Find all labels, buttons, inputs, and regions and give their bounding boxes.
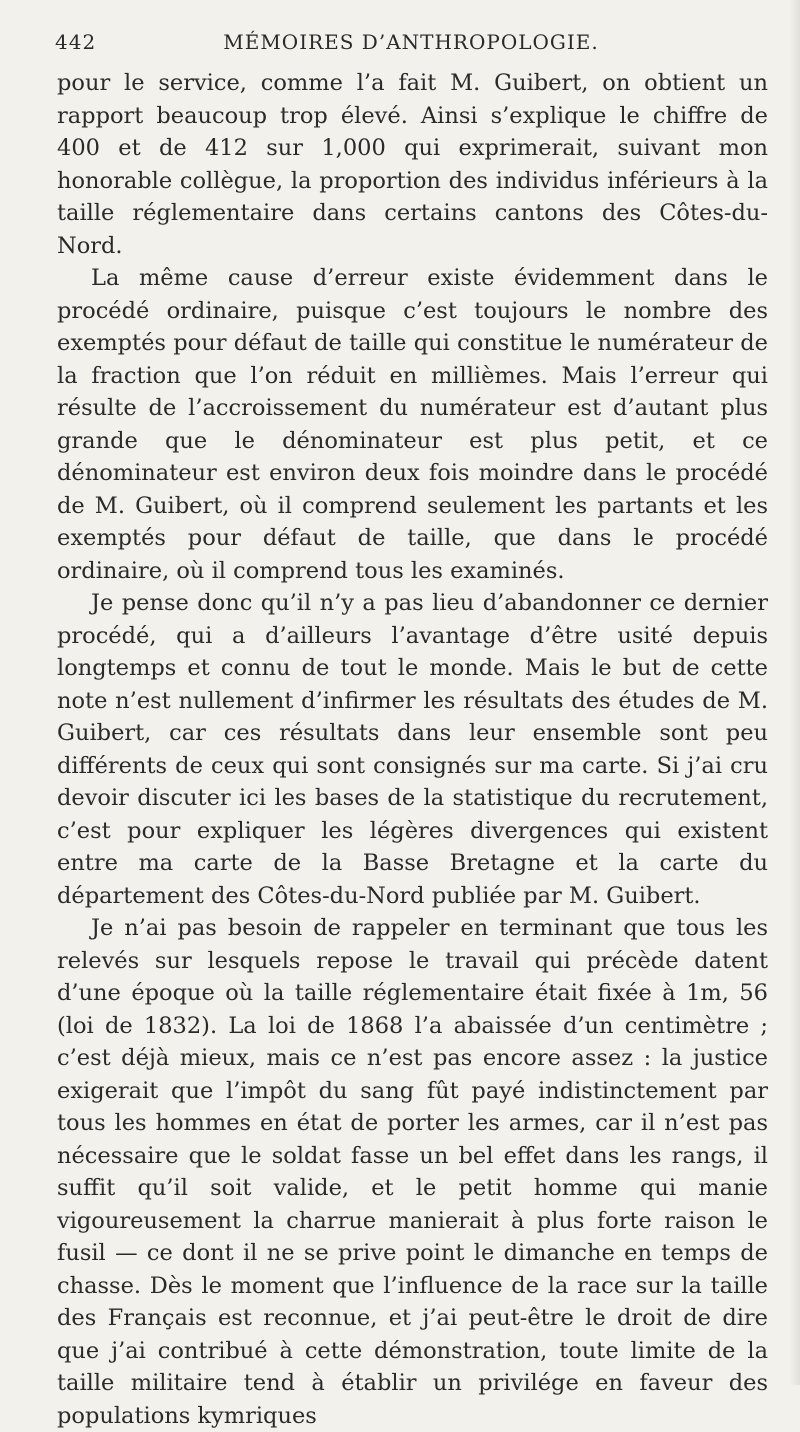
running-title: MÉMOIRES D’ANTHROPOLOGIE.	[223, 30, 599, 54]
paragraph-4: Je n’ai pas besoin de rappeler en terminant que tous les relevés sur lesquels repose le travail qui précède datent d’une époque où la taille réglementaire était fixée à 1m, 56 (loi de 1832). La loi de 1868 l’a abaissée d’un centimètre ; c’est déjà mieux, mais ce n’est pas encore assez : la justice exigerait que l’impôt du sang fût payé indistinctement par tous les hommes en état de porter les armes, car il n’est pas nécessaire que le soldat fasse un bel effet dans les rangs, il suffit qu’il soit valide, et le petit homme qui manie vigoureusement la charrue manierait à plus forte raison le fusil — ce dont il ne se prive point le dimanche en temps de chasse. Dès le moment que l’influence de la race sur la taille des Français est reconnue, et j’ai peut-être le droit de dire que j’ai contribué à cette démonstration, toute limite de la taille militaire tend à établir un privilége en faveur des populations kymriques	[57, 915, 768, 1429]
page-number: 442	[55, 30, 97, 54]
paragraph-1: pour le service, comme l’a fait M. Guibert, on obtient un rapport beaucoup trop élevé. Ainsi s’explique le chiffre de 400 et de 412 sur 1,000 qui exprimerait, suivant mon honorable collègue, la proportion des individus inférieurs à la taille réglementaire dans certains cantons des Côtes-du-Nord.	[57, 70, 768, 259]
running-head	[55, 30, 767, 64]
body-text	[57, 67, 768, 1432]
paragraph-2: La même cause d’erreur existe évidemment dans le procédé ordinaire, puisque c’est toujours le nombre des exemptés pour défaut de taille qui constitue le numérateur de la fraction que l’on réduit en millièmes. Mais l’erreur qui résulte de l’accroissement du numérateur est d’autant plus grande que le dénominateur est plus petit, et ce dénominateur est environ deux fois moindre dans le procédé de M. Guibert, où il comprend seulement les partants et les exemptés pour défaut de taille, que dans le procédé ordinaire, où il comprend tous les examinés.	[57, 265, 768, 584]
paragraph-3: Je pense donc qu’il n’y a pas lieu d’abandonner ce dernier procédé, qui a d’ailleurs l’avantage d’être usité depuis longtemps et connu de tout le monde. Mais le but de cette note n’est nullement d’infirmer les résultats des études de M. Guibert, car ces résultats dans leur ensemble sont peu différents de ceux qui sont consignés sur ma carte. Si j’ai cru devoir discuter ici les bases de la statistique du recrutement, c’est pour expliquer les légères divergences qui existent entre ma carte de la Basse Bretagne et la carte du département des Côtes-du-Nord publiée par M. Guibert.	[57, 590, 768, 909]
page-edge-shadow	[790, 0, 800, 1385]
